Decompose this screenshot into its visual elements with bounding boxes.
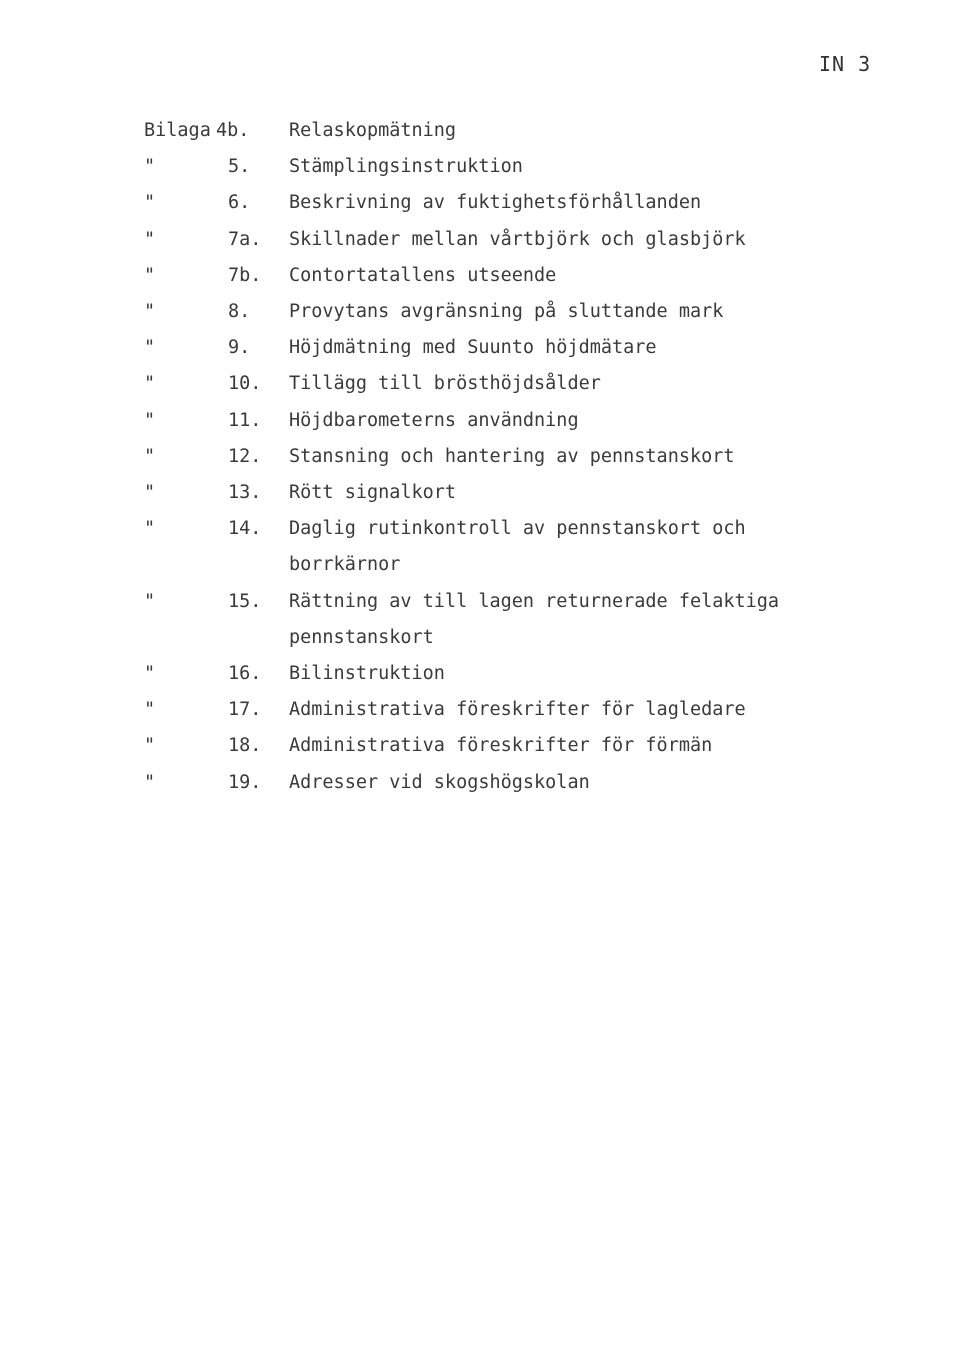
entry-number: 11. (228, 409, 262, 431)
list-item (144, 258, 864, 294)
entry-number: 18. (228, 735, 262, 757)
list-item (144, 692, 864, 728)
entry-title: Skillnader mellan vårtbjörk och glasbjörk (289, 228, 746, 250)
list-item (144, 728, 864, 764)
entry-number: 13. (228, 482, 262, 504)
entry-prefix: " (144, 337, 156, 359)
list-item (144, 149, 864, 185)
list-item (144, 475, 864, 511)
entry-prefix: " (144, 373, 156, 395)
entry-title: Höjdbarometerns användning (289, 409, 579, 431)
list-item (144, 113, 864, 149)
entry-prefix: " (144, 409, 156, 431)
entry-number: 5. (228, 156, 251, 178)
entry-number: 7b. (228, 264, 262, 286)
entry-prefix: " (144, 590, 156, 612)
entry-number: 16. (228, 663, 262, 685)
entry-title: Stansning och hantering av pennstanskort (289, 445, 735, 467)
entry-prefix: " (144, 771, 156, 793)
entry-title: Rött signalkort (289, 482, 457, 504)
entry-title: Provytans avgränsning på sluttande mark (289, 301, 724, 323)
appendix-list (144, 113, 864, 801)
entry-number: 4b. (216, 120, 250, 141)
page-number: IN 3 (819, 52, 872, 76)
entry-number: 15. (228, 590, 262, 612)
entry-prefix: " (144, 192, 156, 214)
entry-title: Stämplingsinstruktion (289, 156, 523, 178)
entry-number: 8. (228, 301, 251, 323)
list-item (144, 403, 864, 439)
list-item (144, 294, 864, 330)
entry-title: Beskrivning av fuktighetsförhållanden (289, 192, 702, 214)
entry-title: Administrativa föreskrifter för förmän (289, 735, 713, 757)
entry-number: 9. (228, 337, 251, 359)
entry-title: Höjdmätning med Suunto höjdmätare (289, 337, 657, 359)
entry-title: Adresser vid skogshögskolan (289, 771, 590, 793)
list-item (144, 366, 864, 402)
entry-number: 10. (228, 373, 262, 395)
entry-title: Bilinstruktion (289, 663, 445, 685)
entry-prefix: " (144, 445, 156, 467)
entry-prefix: " (144, 301, 156, 323)
entry-prefix: " (144, 518, 156, 540)
entry-number: 17. (228, 699, 262, 721)
entry-prefix: " (144, 228, 156, 250)
entry-number: 6. (228, 192, 251, 214)
entry-number: 14. (228, 518, 262, 540)
entry-number: 19. (228, 771, 262, 793)
entry-number: 7a. (228, 228, 262, 250)
entry-number: 12. (228, 445, 262, 467)
entry-title: Rättning av till lagen returnerade felaktiga pennstanskort (289, 590, 780, 648)
entry-title: Relaskopmätning (289, 120, 457, 141)
list-item (144, 330, 864, 366)
list-item (144, 439, 864, 475)
entry-prefix: " (144, 156, 156, 178)
entry-prefix: " (144, 699, 156, 721)
list-item (144, 511, 864, 583)
list-item (144, 222, 864, 258)
entry-title: Contortatallens utseende (289, 264, 557, 286)
entry-prefix: Bilaga (144, 120, 211, 141)
entry-title: Daglig rutinkontroll av pennstanskort och borrkärnor (289, 518, 746, 576)
entry-title: Tillägg till brösthöjdsålder (289, 373, 601, 395)
entry-prefix: " (144, 482, 156, 504)
entry-prefix: " (144, 735, 156, 757)
entry-title: Administrativa föreskrifter för lagledare (289, 699, 746, 721)
list-item (144, 584, 864, 656)
list-item (144, 656, 864, 692)
entry-prefix: " (144, 663, 156, 685)
list-item (144, 185, 864, 221)
entry-prefix: " (144, 264, 156, 286)
list-item (144, 765, 864, 801)
